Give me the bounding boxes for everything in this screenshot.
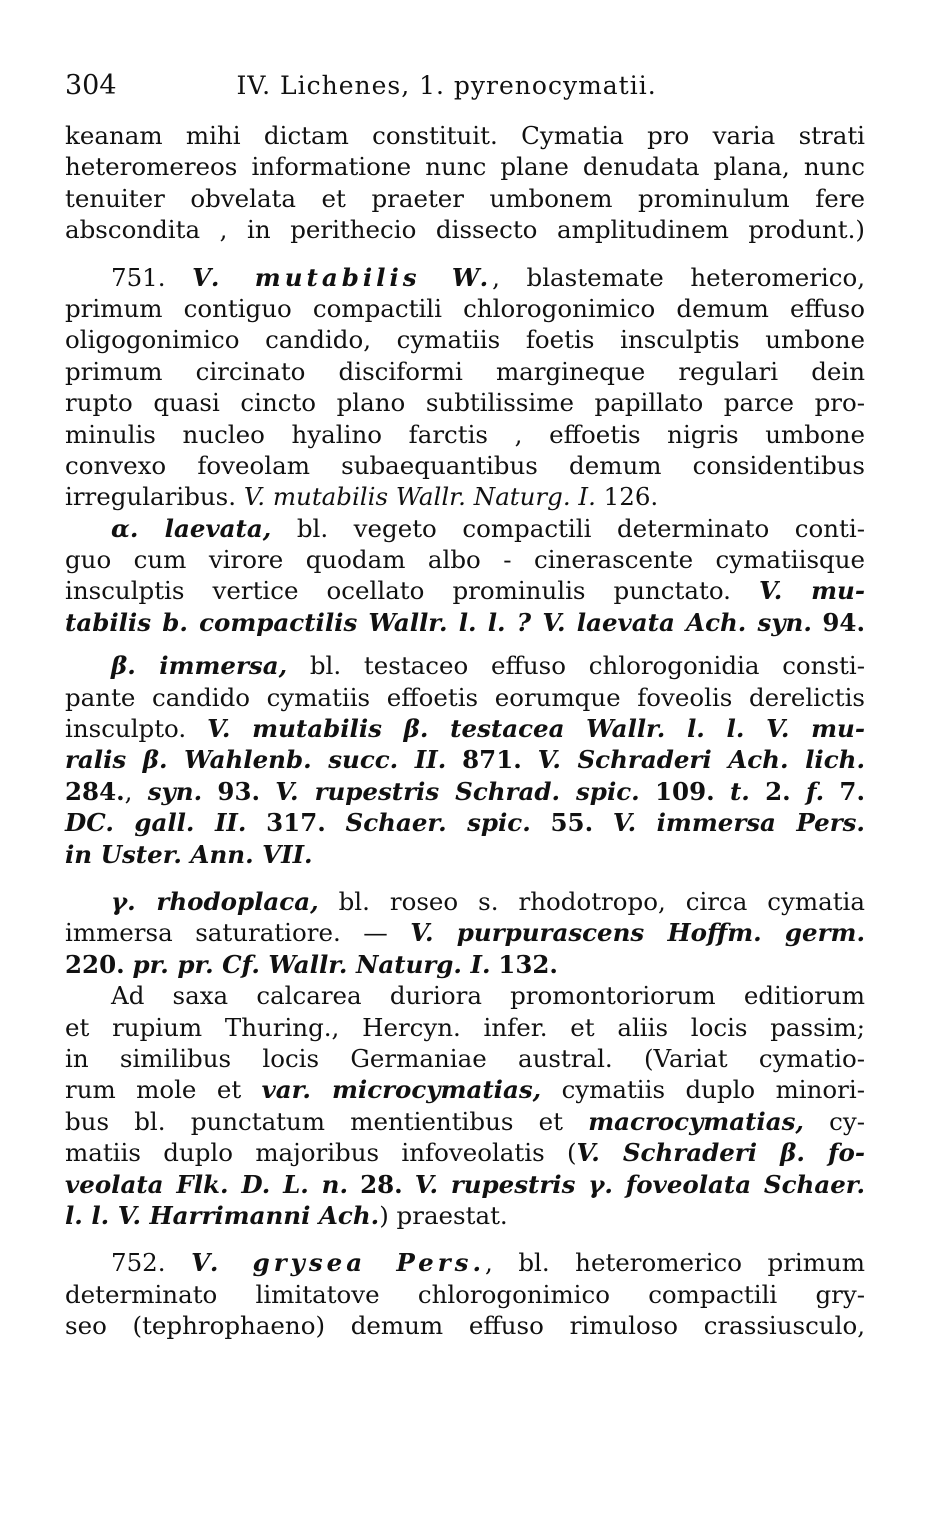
text-line: determinato limitatove chlorogonimico compactili gry- (65, 1279, 865, 1309)
text-line: α. laevata, bl. vegeto compactili determinato conti- (111, 513, 865, 543)
text-line: primum circinato disciformi margineque regulari dein (65, 356, 865, 386)
text-line: l. l. V. Harrimanni Ach.) praestat. (65, 1200, 508, 1230)
text-line: immersa saturatiore. — V. purpurascens Hoffm. germ. (65, 918, 865, 948)
text-line: 284., syn. 93. V. rupestris Schrad. spic. 109. t. 2. f. 7. (65, 776, 865, 806)
text-line: oligogonimico candido, cymatiis foetis insculptis umbone (65, 325, 865, 355)
text-line: bus bl. punctatum mentientibus et macrocymatias, cy- (65, 1106, 865, 1136)
text-line: in Uster. Ann. VII. (65, 839, 313, 869)
text-line: rupto quasi cincto plano subtilissime papillato parce pro- (65, 388, 865, 418)
text-line: in similibus locis Germaniae austral. (Variat cymatio- (65, 1043, 865, 1073)
text-line: primum contiguo compactili chlorogonimico demum effuso (65, 293, 865, 323)
text-line: 752. V. grysea Pers., bl. heteromerico primum (111, 1248, 866, 1278)
text-line: insculpto. V. mutabilis β. testacea Wallr. l. l. V. mu- (65, 714, 865, 744)
text-line: veolata Flk. D. L. n. 28. V. rupestris γ. foveolata Schaer. (65, 1169, 866, 1199)
text-line: ralis β. Wahlenb. succ. II. 871. V. Schraderi Ach. lich. (65, 745, 865, 775)
text-line: 220. pr. pr. Cf. Wallr. Naturg. I. 132. (65, 949, 558, 979)
text-line: pante candido cymatiis effoetis eorumque foveolis derelictis (65, 682, 865, 712)
text-line: guo cum virore quodam albo - cinerascente cymatiisque (65, 545, 865, 575)
page-number: 304 (65, 70, 117, 101)
text-line: minulis nucleo hyalino farctis , effoetis nigris umbone (65, 419, 865, 449)
text-line: convexo foveolam subaequantibus demum considentibus (65, 450, 865, 480)
text-line: DC. gall. II. 317. Schaer. spic. 55. V. immersa Pers. (65, 808, 865, 838)
text-line: rum mole et var. microcymatias, cymatiis duplo minori- (65, 1075, 865, 1105)
text-line: Ad saxa calcarea duriora promontoriorum editiorum (111, 981, 865, 1011)
text-line: irregularibus. V. mutabilis Wallr. Naturg. I. 126. (65, 482, 659, 512)
text-line: tabilis b. compactilis Wallr. l. l. ? V. laevata Ach. syn. 94. (65, 607, 865, 637)
text-line: seo (tephrophaeno) demum effuso rimuloso crassiusculo, (65, 1311, 865, 1341)
page-header (65, 70, 865, 120)
text-line: abscondita , in perithecio dissecto amplitudinem produnt.) (65, 215, 865, 245)
text-line: 751. V. mutabilis W., blastemate heteromerico, (111, 262, 865, 292)
document-page (65, 70, 865, 1341)
body-text (65, 120, 865, 1341)
text-line: heteromereos informatione nunc plane denudata plana, nunc (65, 152, 865, 182)
text-line: matiis duplo majoribus infoveolatis (V. Schraderi β. fo- (65, 1138, 865, 1168)
text-line: keanam mihi dictam constituit. Cymatia pro varia strati (65, 121, 865, 150)
paragraph-gap (65, 870, 865, 886)
running-head: IV. Lichenes, 1. pyrenocymatii. (236, 71, 657, 100)
paragraph-gap (65, 246, 865, 262)
paragraph-gap (65, 1231, 865, 1247)
text-line: γ. rhodoplaca, bl. roseo s. rhodotropo, circa cymatia (111, 886, 865, 916)
text-line: et rupium Thuring., Hercyn. infer. et aliis locis passim; (65, 1012, 865, 1042)
text-line: insculptis vertice ocellato prominulis punctato. V. mu- (65, 576, 865, 606)
text-line: β. immersa, bl. testaceo effuso chlorogonidia consti- (111, 651, 865, 681)
paragraph-gap (65, 638, 865, 650)
text-line: tenuiter obvelata et praeter umbonem prominulum fere (65, 183, 865, 213)
